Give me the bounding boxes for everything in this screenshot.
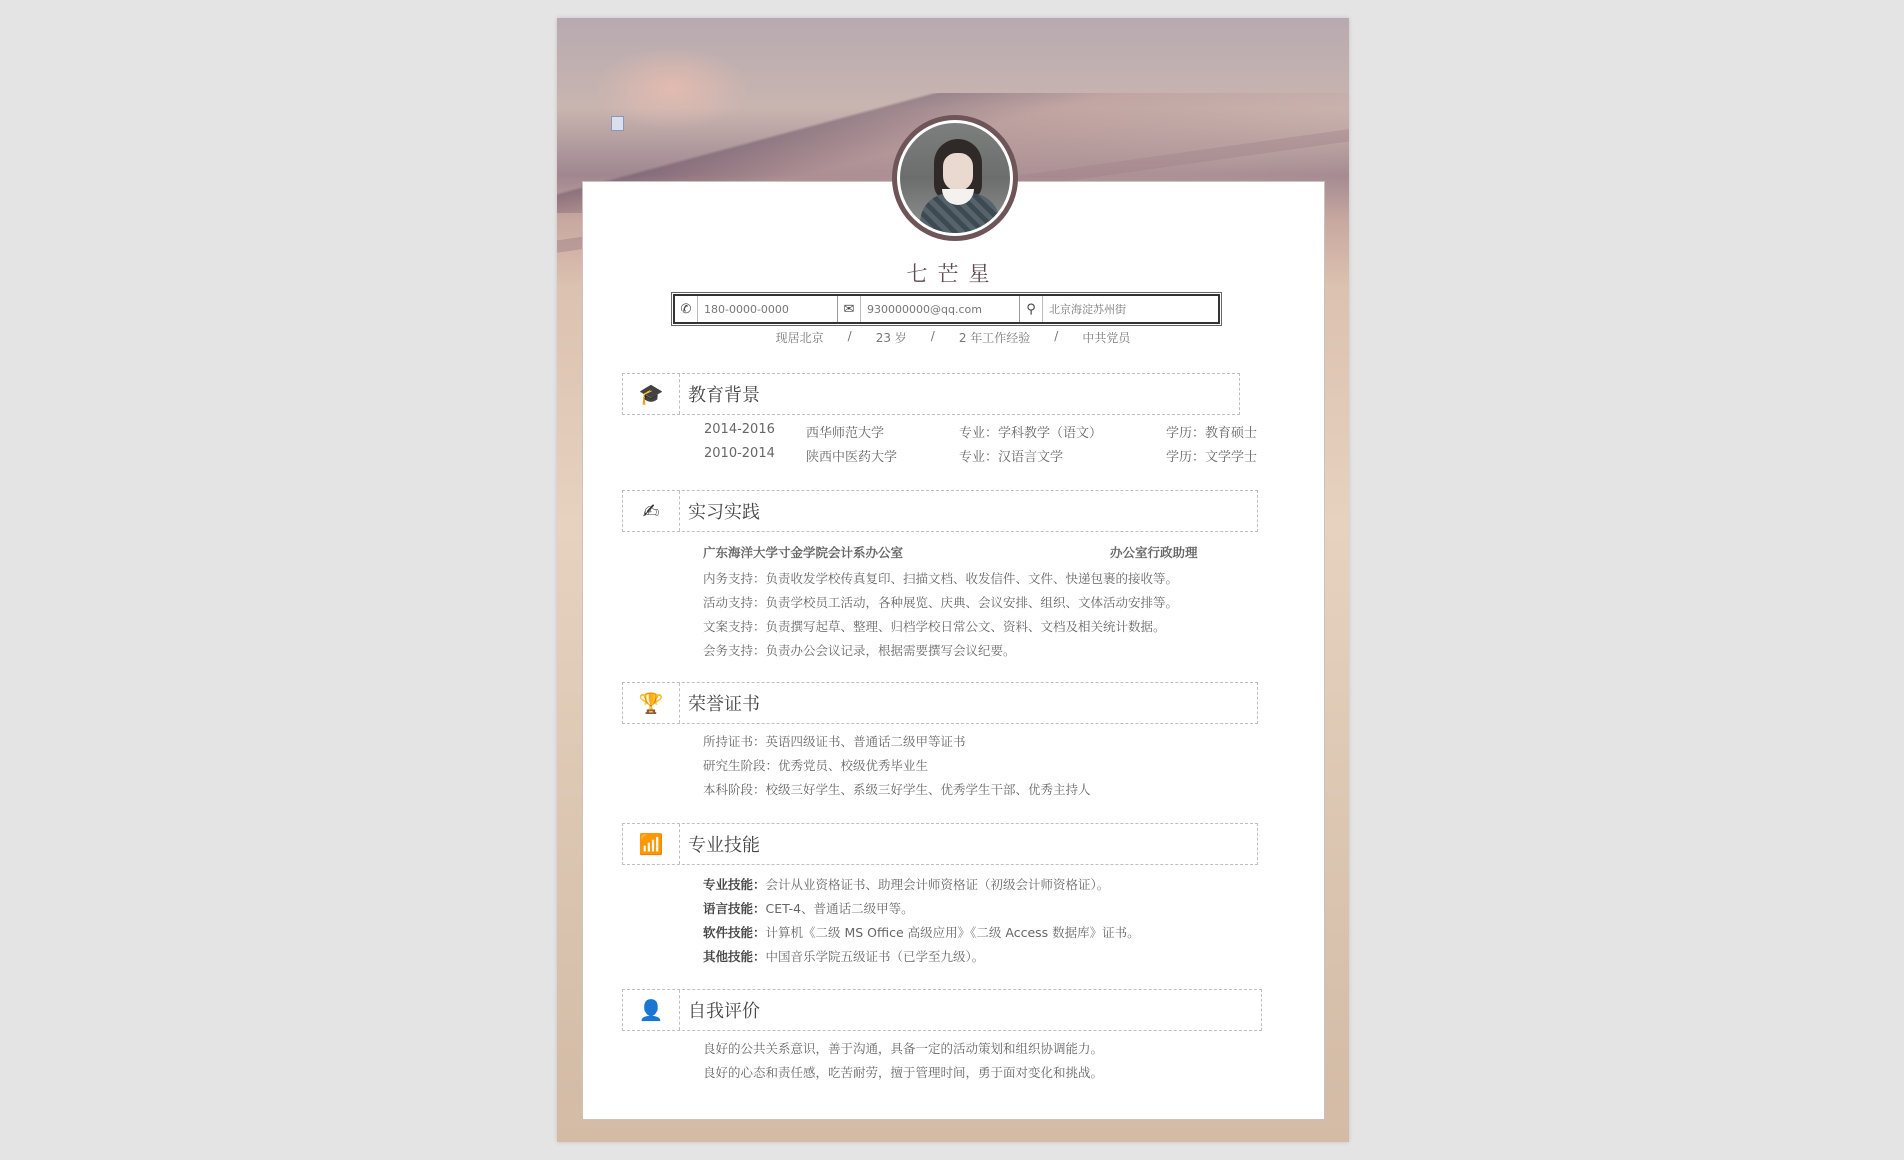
education-major: 专业：学科教学（语文） <box>959 426 1103 441</box>
skill-label: 软件技能： <box>703 925 766 940</box>
section-self-header <box>622 989 1262 1031</box>
practice-line: 活动支持：负责学校员工活动，各种展览、庆典、会议安排、组织、文体活动安排等。 <box>703 595 1179 610</box>
education-degree: 学历：教育硕士 <box>1166 426 1258 441</box>
skill-line <box>703 899 914 917</box>
skill-label: 语言技能： <box>703 901 766 916</box>
contact-email <box>838 296 1020 322</box>
section-title: 实习实践 <box>688 502 760 523</box>
section-practice-header <box>622 490 1258 532</box>
bar-chart-icon: 📶 <box>623 824 680 864</box>
info-separator: / <box>930 329 935 343</box>
practice-line: 内务支持：负责收发学校传真复印、扫描文档、收发信件、文件、快递包裹的接收等。 <box>703 571 1179 586</box>
skill-label: 专业技能： <box>703 877 766 892</box>
graduation-cap-icon: 🎓 <box>623 374 680 414</box>
email-text: 930000000@qq.com <box>867 302 982 316</box>
skill-text: 中国音乐学院五级证书（已学至九级）。 <box>765 949 985 964</box>
section-honors-header <box>622 682 1258 724</box>
education-years: 2014-2016 <box>704 422 775 437</box>
section-title: 荣誉证书 <box>688 694 760 715</box>
practice-org: 广东海洋大学寸金学院会计系办公室 <box>703 545 904 560</box>
section-title: 自我评价 <box>688 1001 760 1022</box>
education-school: 西华师范大学 <box>806 426 885 441</box>
skill-line <box>703 875 1109 893</box>
practice-line: 文案支持：负责撰写起草、整理、归档学校日常公文、资料、文档及相关统计数据。 <box>703 619 1166 634</box>
resume-name: 七芒星 <box>906 262 1000 286</box>
practice-role: 办公室行政助理 <box>1110 545 1198 560</box>
skill-line <box>703 923 1140 941</box>
info-separator: / <box>847 329 852 343</box>
skill-line <box>703 947 984 965</box>
self-line: 良好的心态和责任感，吃苦耐劳，擅于管理时间，勇于面对变化和挑战。 <box>703 1065 1104 1080</box>
resume-page <box>557 18 1349 1142</box>
honor-line: 所持证书：英语四级证书、普通话二级甲等证书 <box>703 734 966 749</box>
address-text: 北京海淀苏州街 <box>1049 303 1126 316</box>
avatar <box>892 115 1018 241</box>
education-years: 2010-2014 <box>704 446 775 461</box>
email-icon: ✉ <box>838 296 861 322</box>
info-age: 23 岁 <box>875 331 907 345</box>
section-skills-header <box>622 823 1258 865</box>
contact-bar <box>673 294 1220 324</box>
info-separator: / <box>1054 329 1059 343</box>
avatar-photo <box>900 123 1010 233</box>
location-pin-icon: ⚲ <box>1020 296 1043 322</box>
skill-label: 其他技能： <box>703 949 766 964</box>
info-city: 现居北京 <box>775 331 824 345</box>
self-line: 良好的公共关系意识，善于沟通，具备一定的活动策划和组织协调能力。 <box>703 1041 1104 1056</box>
section-title: 教育背景 <box>688 385 760 406</box>
honor-line: 研究生阶段：优秀党员、校级优秀毕业生 <box>703 758 929 773</box>
section-education-header <box>622 373 1240 415</box>
phone-text: 180-0000-0000 <box>704 302 789 316</box>
contact-address <box>1020 296 1218 322</box>
contact-phone <box>675 296 838 322</box>
document-icon[interactable] <box>611 116 624 131</box>
trophy-icon: 🏆 <box>623 683 680 723</box>
practice-line: 会务支持：负责办公会议记录，根据需要撰写会议纪要。 <box>703 643 1016 658</box>
notebook-pen-icon: ✍ <box>623 491 680 531</box>
education-major: 专业：汉语言文学 <box>959 450 1064 465</box>
skill-text: 会计从业资格证书、助理会计师资格证（初级会计师资格证）。 <box>765 877 1110 892</box>
phone-icon: ✆ <box>675 296 698 322</box>
skill-text: 计算机《二级 MS Office 高级应用》《二级 Access 数据库》证书。 <box>765 925 1140 940</box>
personal-info-line <box>557 329 1349 346</box>
skill-text: CET-4、普通话二级甲等。 <box>765 901 914 916</box>
person-icon: 👤 <box>623 990 680 1030</box>
info-experience: 2 年工作经验 <box>958 331 1031 345</box>
honor-line: 本科阶段：校级三好学生、系级三好学生、优秀学生干部、优秀主持人 <box>703 782 1091 797</box>
info-politics: 中共党员 <box>1082 331 1131 345</box>
education-school: 陕西中医药大学 <box>806 450 898 465</box>
section-title: 专业技能 <box>688 835 760 856</box>
education-degree: 学历：文学学士 <box>1166 450 1258 465</box>
